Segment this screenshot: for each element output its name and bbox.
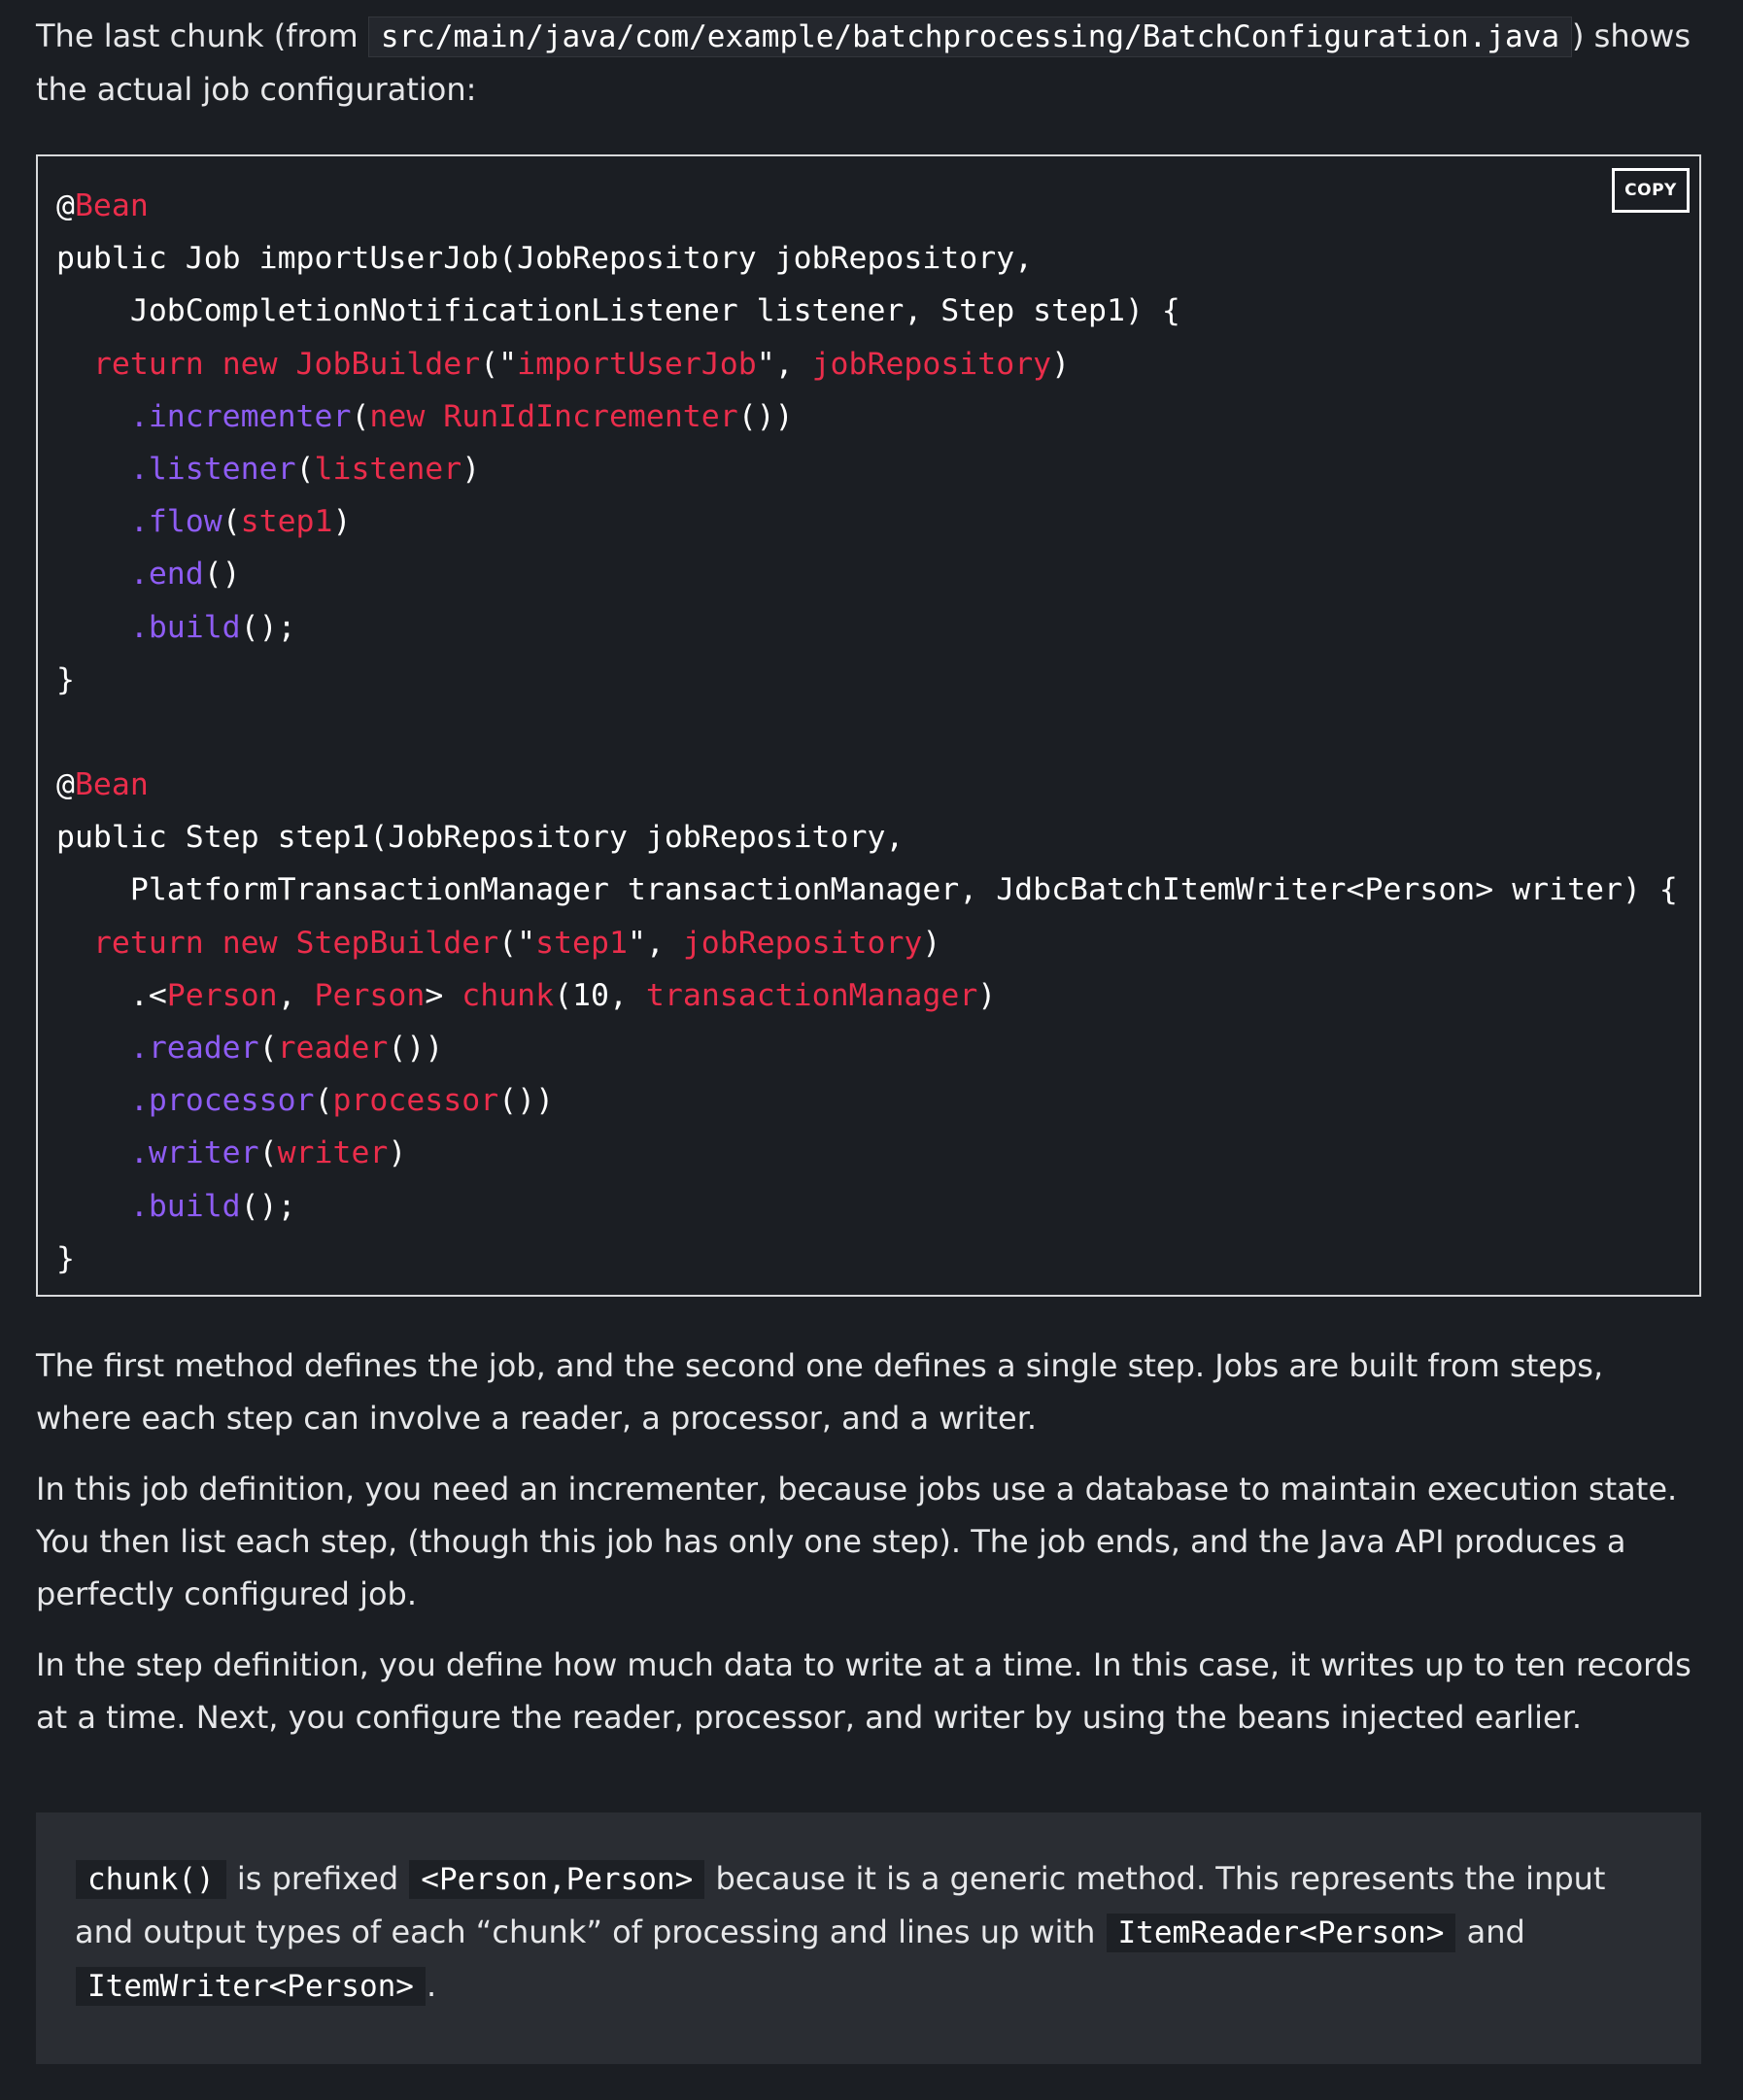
code-token: transactionManager	[645, 977, 978, 1013]
code-line	[56, 1180, 1678, 1233]
note-code-chunk: chunk()	[75, 1859, 227, 1900]
code-token: (	[258, 1135, 278, 1171]
intro-paragraph	[36, 10, 1707, 116]
code-token: ("	[480, 346, 518, 382]
note-code-itemwriter: ItemWriter<Person>	[75, 1966, 427, 2007]
code-token	[56, 1135, 130, 1170]
code-token: .<	[56, 977, 167, 1013]
code-token: jobRepository	[811, 346, 1052, 382]
code-token: >	[425, 977, 462, 1013]
code-token	[56, 347, 93, 382]
code-token	[56, 399, 130, 434]
code-token: @	[56, 188, 75, 223]
code-token: ("	[498, 925, 536, 961]
code-token: .listener	[129, 451, 296, 487]
code-token: (	[295, 451, 315, 487]
code-token: importUserJob	[517, 346, 757, 382]
code-token: .flow	[129, 504, 222, 540]
file-path-code: src/main/java/com/example/batchprocessing/BatchConfiguration.java	[368, 17, 1572, 57]
paragraph-incrementer: In this job definition, you need an incrementer, because jobs use a database to maintain execution state. You then list each step, (though this job has only one step). The job ends, and the Java API produces a perfectly configured job.	[36, 1471, 1678, 1612]
code-token: .end	[129, 557, 204, 593]
code-line	[56, 864, 1678, 916]
code-line	[56, 285, 1678, 337]
code-line	[56, 1233, 1678, 1285]
code-token	[56, 557, 130, 592]
note-code-itemreader: ItemReader<Person>	[1106, 1913, 1457, 1953]
code-token: listener	[314, 451, 462, 487]
code-line	[56, 180, 1678, 232]
note-text-3: and	[1456, 1914, 1525, 1950]
code-token	[56, 1031, 130, 1066]
code-token: PlatformTransactionManager transactionManager, JdbcBatchItemWriter<Person> writer) {	[56, 872, 1678, 908]
code-token: reader	[277, 1031, 389, 1066]
code-line	[56, 706, 1678, 759]
code-token: )	[388, 1135, 407, 1171]
code-token: step1	[240, 504, 333, 540]
code-token: (10,	[554, 977, 646, 1013]
code-line	[56, 917, 1678, 969]
code-token	[56, 1189, 130, 1224]
code-line	[56, 443, 1678, 495]
code-token: new RunIdIncrementer	[369, 398, 738, 434]
code-line	[56, 1127, 1678, 1179]
code-token	[56, 1083, 130, 1118]
code-line	[56, 811, 1678, 864]
code-token: )	[922, 925, 941, 961]
note-text-2: because it is a generic method. This represents the input and output types of each “chunk” of processing and lines up with	[75, 1860, 1606, 1950]
code-line	[56, 548, 1678, 600]
code-token: }	[56, 1240, 75, 1276]
code-token: .build	[129, 1188, 241, 1224]
code-token: (	[258, 1031, 278, 1066]
code-token	[56, 504, 130, 539]
code-token	[56, 452, 130, 487]
code-token: (	[222, 504, 241, 540]
code-token: chunk	[461, 977, 555, 1013]
paragraph-step-definition: In the step definition, you define how much data to write at a time. In this case, it writes up to ten records at a time. Next, you configure the reader, processor, and writer by using the beans injected earlier.	[36, 1646, 1692, 1736]
code-token: ())	[498, 1083, 555, 1119]
copy-button[interactable]: COPY	[1612, 168, 1690, 213]
code-token: )	[461, 451, 481, 487]
code-line	[56, 759, 1678, 811]
code-token: @	[56, 767, 75, 803]
code-token: return new JobBuilder	[92, 346, 481, 382]
code-line	[56, 495, 1678, 548]
code-block	[36, 154, 1701, 1297]
code-token: }	[56, 661, 75, 697]
code-token: ",	[756, 346, 812, 382]
code-token: ())	[737, 398, 794, 434]
code-token: ()	[203, 557, 241, 593]
code-token: writer	[277, 1135, 389, 1171]
code-content	[56, 180, 1678, 1285]
code-token: jobRepository	[682, 925, 923, 961]
code-token: Person	[166, 977, 278, 1013]
note-text	[75, 1852, 1668, 2013]
code-token	[56, 926, 93, 961]
code-token: return new StepBuilder	[92, 925, 499, 961]
code-token: .incrementer	[129, 398, 352, 434]
code-token: (	[351, 398, 370, 434]
intro-text-before: The last chunk (from	[36, 17, 368, 54]
code-token: public Step step1(JobRepository jobRepository,	[56, 820, 905, 856]
code-token: )	[1051, 346, 1071, 382]
code-line	[56, 338, 1678, 390]
code-token: .writer	[129, 1135, 259, 1171]
code-token: )	[977, 977, 997, 1013]
intro-text-after: ) shows the actual job configuration:	[36, 17, 1692, 108]
code-token: ,	[277, 977, 315, 1013]
note-text-1: is prefixed	[226, 1860, 409, 1897]
code-token: )	[332, 504, 352, 540]
code-token: processor	[332, 1083, 499, 1119]
code-line	[56, 654, 1678, 706]
code-line	[56, 1074, 1678, 1127]
code-token: (	[314, 1083, 333, 1119]
note-code-person-person: <Person,Person>	[408, 1859, 705, 1900]
code-token: ",	[627, 925, 683, 961]
code-token: .processor	[129, 1083, 315, 1119]
code-line	[56, 390, 1678, 443]
code-token: .reader	[129, 1031, 259, 1066]
code-token: ();	[240, 1188, 296, 1224]
code-token: ();	[240, 609, 296, 645]
code-token: Bean	[74, 188, 149, 223]
code-token: Person	[314, 977, 426, 1013]
code-line	[56, 969, 1678, 1022]
note-callout	[36, 1812, 1701, 2064]
code-token: ())	[388, 1031, 444, 1066]
code-line	[56, 1022, 1678, 1074]
note-text-4: .	[426, 1967, 437, 2004]
code-token: Bean	[74, 767, 149, 803]
code-token: step1	[535, 925, 628, 961]
code-token: JobCompletionNotificationListener listener, Step step1) {	[56, 293, 1180, 329]
code-token: .build	[129, 609, 241, 645]
paragraph-job-step: The first method defines the job, and the second one defines a single step. Jobs are built from steps, where each step can involve a reader, a processor, and a writer.	[36, 1347, 1604, 1437]
code-line	[56, 601, 1678, 654]
code-token: public Job importUserJob(JobRepository jobRepository,	[56, 241, 1034, 277]
code-line	[56, 232, 1678, 285]
code-token	[56, 610, 130, 645]
